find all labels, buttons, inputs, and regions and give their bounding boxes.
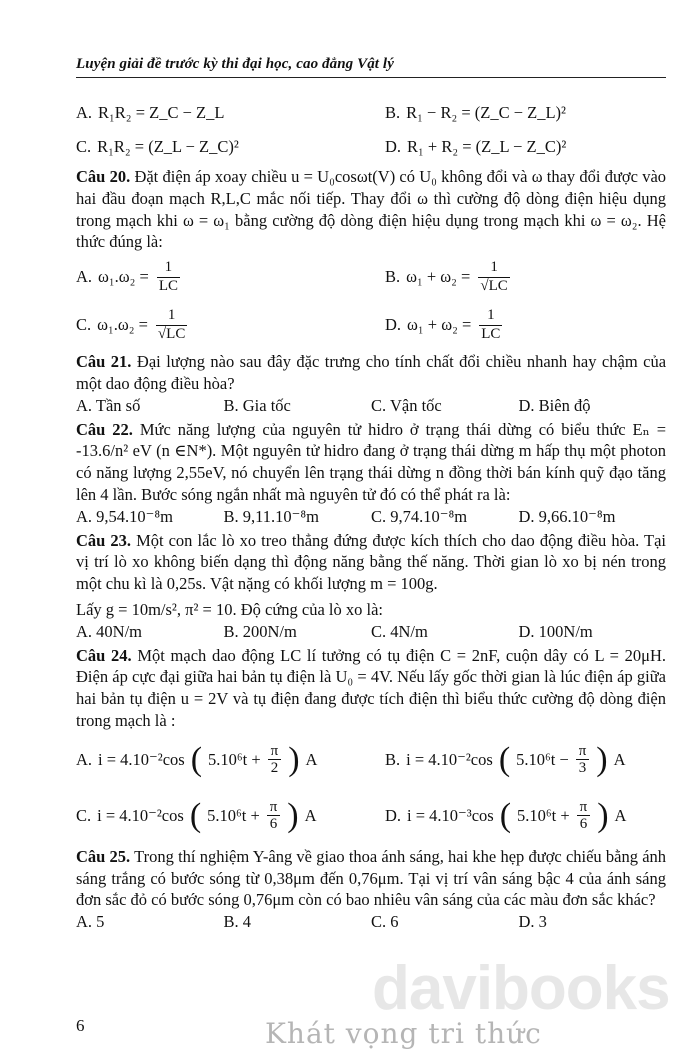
q20-option-d [371,307,666,343]
q25-option-c: C. 6 [371,912,399,932]
question-text: Đặt điện áp xoay chiều u = U₀cosωt(V) có U₀ không đổi và ω thay đổi được vào hai đầu đoạn mạch R,L,C mắc nối tiếp. Thay đổi ω thì cường độ dòng điện hiệu dụng trong mạch khi ω = ω₁ bằng cường độ dòng điện hiệu dụng trong mạch khi ω = ω₂. Hệ thức đúng là: [76,167,667,252]
fraction [478,259,509,295]
right-paren: ) [597,796,609,834]
unit: A [305,749,318,769]
option-formula: R₁R₂ = Z_C − Z_L [98,103,225,123]
q25-option-a: A. 5 [76,912,105,932]
q21-option-a: A. Tần số [76,395,141,415]
right-paren: ) [596,740,608,778]
q21-option-c: C. Vận tốc [371,395,442,415]
option-label: D. [385,137,402,157]
denominator: LC [481,325,501,342]
prev-option-c [76,136,371,158]
q23-option-c: C. 4N/m [371,621,428,641]
fraction [156,307,187,343]
option-label: C. [76,137,92,157]
denominator: 3 [576,759,590,777]
denominator: √LC [480,277,508,294]
expression-prefix: i = 4.10⁻³cos [407,805,494,825]
q23-options [76,621,666,643]
q22-option-d: D. 9,66.10⁻⁸m [518,506,616,526]
q25-option-b: B. 4 [223,912,252,932]
left-paren: ( [499,796,512,834]
q20-option-a [76,259,371,295]
page-header [76,55,666,78]
numerator: 1 [164,259,173,276]
question-label: Câu 21. [76,352,132,372]
expression-prefix: i = 4.10⁻²cos [406,749,493,769]
option-label: B. [385,749,401,769]
option-label: B. [385,267,401,287]
fraction [267,799,281,833]
q21-option-b: B. Gia tốc [223,395,291,415]
question-23 [76,530,666,643]
option-formula: R₁ − R₂ = (Z_C − Z_L)² [406,103,567,123]
q20-options-row-1 [76,253,666,301]
option-label: C. [76,315,92,335]
denominator: 6 [267,815,281,833]
denominator: 6 [577,815,591,833]
question-text: Một mạch dao động LC lí tưởng có tụ điện C = 2nF, cuộn dây có L = 20μH. Điện áp cực đại giữa hai bản tụ điện là U₀ = 4V. Nếu lấy gốc thời gian là lúc điện áp giữa hai bản tụ điện u = 2V và tụ điện đang được tích điện thì biểu thức cường độ dòng điện trong mạch là : [76,645,666,731]
q22-option-a: A. 9,54.10⁻⁸m [76,506,173,526]
expression-inner: 5.10⁶t + [207,805,260,825]
q23-option-b: B. 200N/m [223,621,297,641]
watermark-slogan: Khát vọng tri thức [265,1017,542,1050]
option-formula: R₁R₂ = (Z_L − Z_C)² [97,137,239,157]
q21-options [76,395,666,417]
fraction [479,307,502,343]
prev-option-d [371,136,666,158]
q25-options [76,911,666,933]
expression-inner: 5.10⁶t + [208,749,261,769]
question-text: Một con lắc lò xo treo thẳng đứng được kích thích cho dao động điều hòa. Tại vị trí lò xo không biến dạng thì động năng bằng thế năng. Thời gian lò xo bị nén trong một chu kì là 0,25s. Vật nặng có khối lượng m = 100g. [76,530,667,594]
option-label: D. [385,805,402,825]
q24-option-a [76,740,371,778]
q24-options-row-1 [76,732,666,788]
question-text-2: Lấy g = 10m/s², π² = 10. Độ cứng của lò xo là: [76,599,383,619]
q24-options-row-2 [76,788,666,844]
question-label: Câu 25. [76,846,131,866]
prev-option-a [76,102,371,124]
question-text: Trong thí nghiệm Y-âng về giao thoa ánh sáng, hai khe hẹp được chiếu bằng ánh sáng trắng có bước sóng từ 0,38μm đến 0,76μm. Tại vị trí vân sáng bậc 4 của ánh sáng đơn sắc đỏ có bước sóng 0,76μm còn có bao nhiêu vân sáng của các màu đơn sắc khác? [76,846,667,910]
option-label: C. [76,805,92,825]
option-lhs: ω₁.ω₂ = [98,267,149,287]
question-22 [76,419,666,528]
q22-option-b: B. 9,11.10⁻⁸m [223,506,319,526]
question-label: Câu 23. [76,530,132,550]
question-text: Mức năng lượng của nguyên tử hidro ở trạng thái dừng có biểu thức Eₙ = -13.6/n² eV (n ∈N*). Một nguyên tử hidro đang ở trạng thái dừng m hấp thụ một photon có năng lượng 2,55eV, nó chuyển lên trạng thái dừng n đồng thời bán kính quỹ đạo tăng lên 4 lần. Bước sóng ngắn nhất mà nguyên tử đó có thể phát ra là: [76,419,667,504]
right-paren: ) [288,740,300,778]
question-label: Câu 24. [76,645,132,665]
question-21 [76,351,666,417]
q22-options [76,506,666,528]
left-paren: ( [498,740,511,778]
numerator: 1 [167,307,176,324]
q24-option-c [76,796,371,834]
question-label: Câu 22. [76,419,133,439]
unit: A [304,805,317,825]
page-content [76,96,666,933]
left-paren: ( [190,740,203,778]
option-label: A. [76,749,93,769]
numerator: π [269,798,278,815]
option-formula: R₁ + R₂ = (Z_L − Z_C)² [407,137,567,157]
numerator: π [270,742,279,759]
denominator: √LC [157,325,186,342]
fraction [268,743,282,777]
expression-inner: 5.10⁶t − [516,749,569,769]
denominator: LC [158,277,178,294]
option-label: A. [76,267,93,287]
q20-option-c [76,307,371,343]
option-lhs: ω₁ + ω₂ = [407,315,472,335]
q22-option-c: C. 9,74.10⁻⁸m [371,506,468,526]
question-24 [76,645,666,844]
expression-prefix: i = 4.10⁻²cos [97,805,184,825]
numerator: 1 [487,307,495,324]
q21-option-d: D. Biên độ [518,395,591,415]
option-lhs: ω₁ + ω₂ = [406,267,471,287]
question-text: Đại lượng nào sau đây đặc trưng cho tính chất đổi chiều nhanh hay chậm của một dao động điều hòa? [76,352,667,393]
fraction [576,743,590,777]
unit: A [614,805,627,825]
q20-options-row-2 [76,301,666,349]
fraction [577,799,591,833]
q23-option-d: D. 100N/m [518,621,593,641]
q24-option-d [371,796,666,834]
question-label: Câu 20. [76,167,131,186]
question-20 [76,166,666,349]
prev-options-row-1 [76,96,666,130]
denominator: 2 [268,759,282,777]
prev-option-b [371,102,666,124]
option-label: A. [76,103,93,123]
q23-option-a: A. 40N/m [76,621,142,641]
q24-option-b [371,740,666,778]
prev-options-row-2 [76,130,666,164]
option-label: D. [385,315,402,335]
option-label: B. [385,103,401,123]
watermark-brand: davibooks [372,954,670,1023]
expression-prefix: i = 4.10⁻²cos [98,749,185,769]
right-paren: ) [287,796,299,834]
fraction [157,259,180,295]
numerator: 1 [490,259,498,276]
page-number: 6 [76,1015,85,1035]
numerator: π [578,742,587,759]
header-title: Luyện giải đề trước kỳ thi đại học, cao đẳng Vật lý [76,56,394,72]
left-paren: ( [189,796,202,834]
numerator: π [579,798,588,815]
expression-inner: 5.10⁶t + [517,805,570,825]
option-lhs: ω₁.ω₂ = [97,315,148,335]
q25-option-d: D. 3 [518,912,547,932]
unit: A [613,749,626,769]
q20-option-b [371,259,666,295]
question-25 [76,846,666,933]
